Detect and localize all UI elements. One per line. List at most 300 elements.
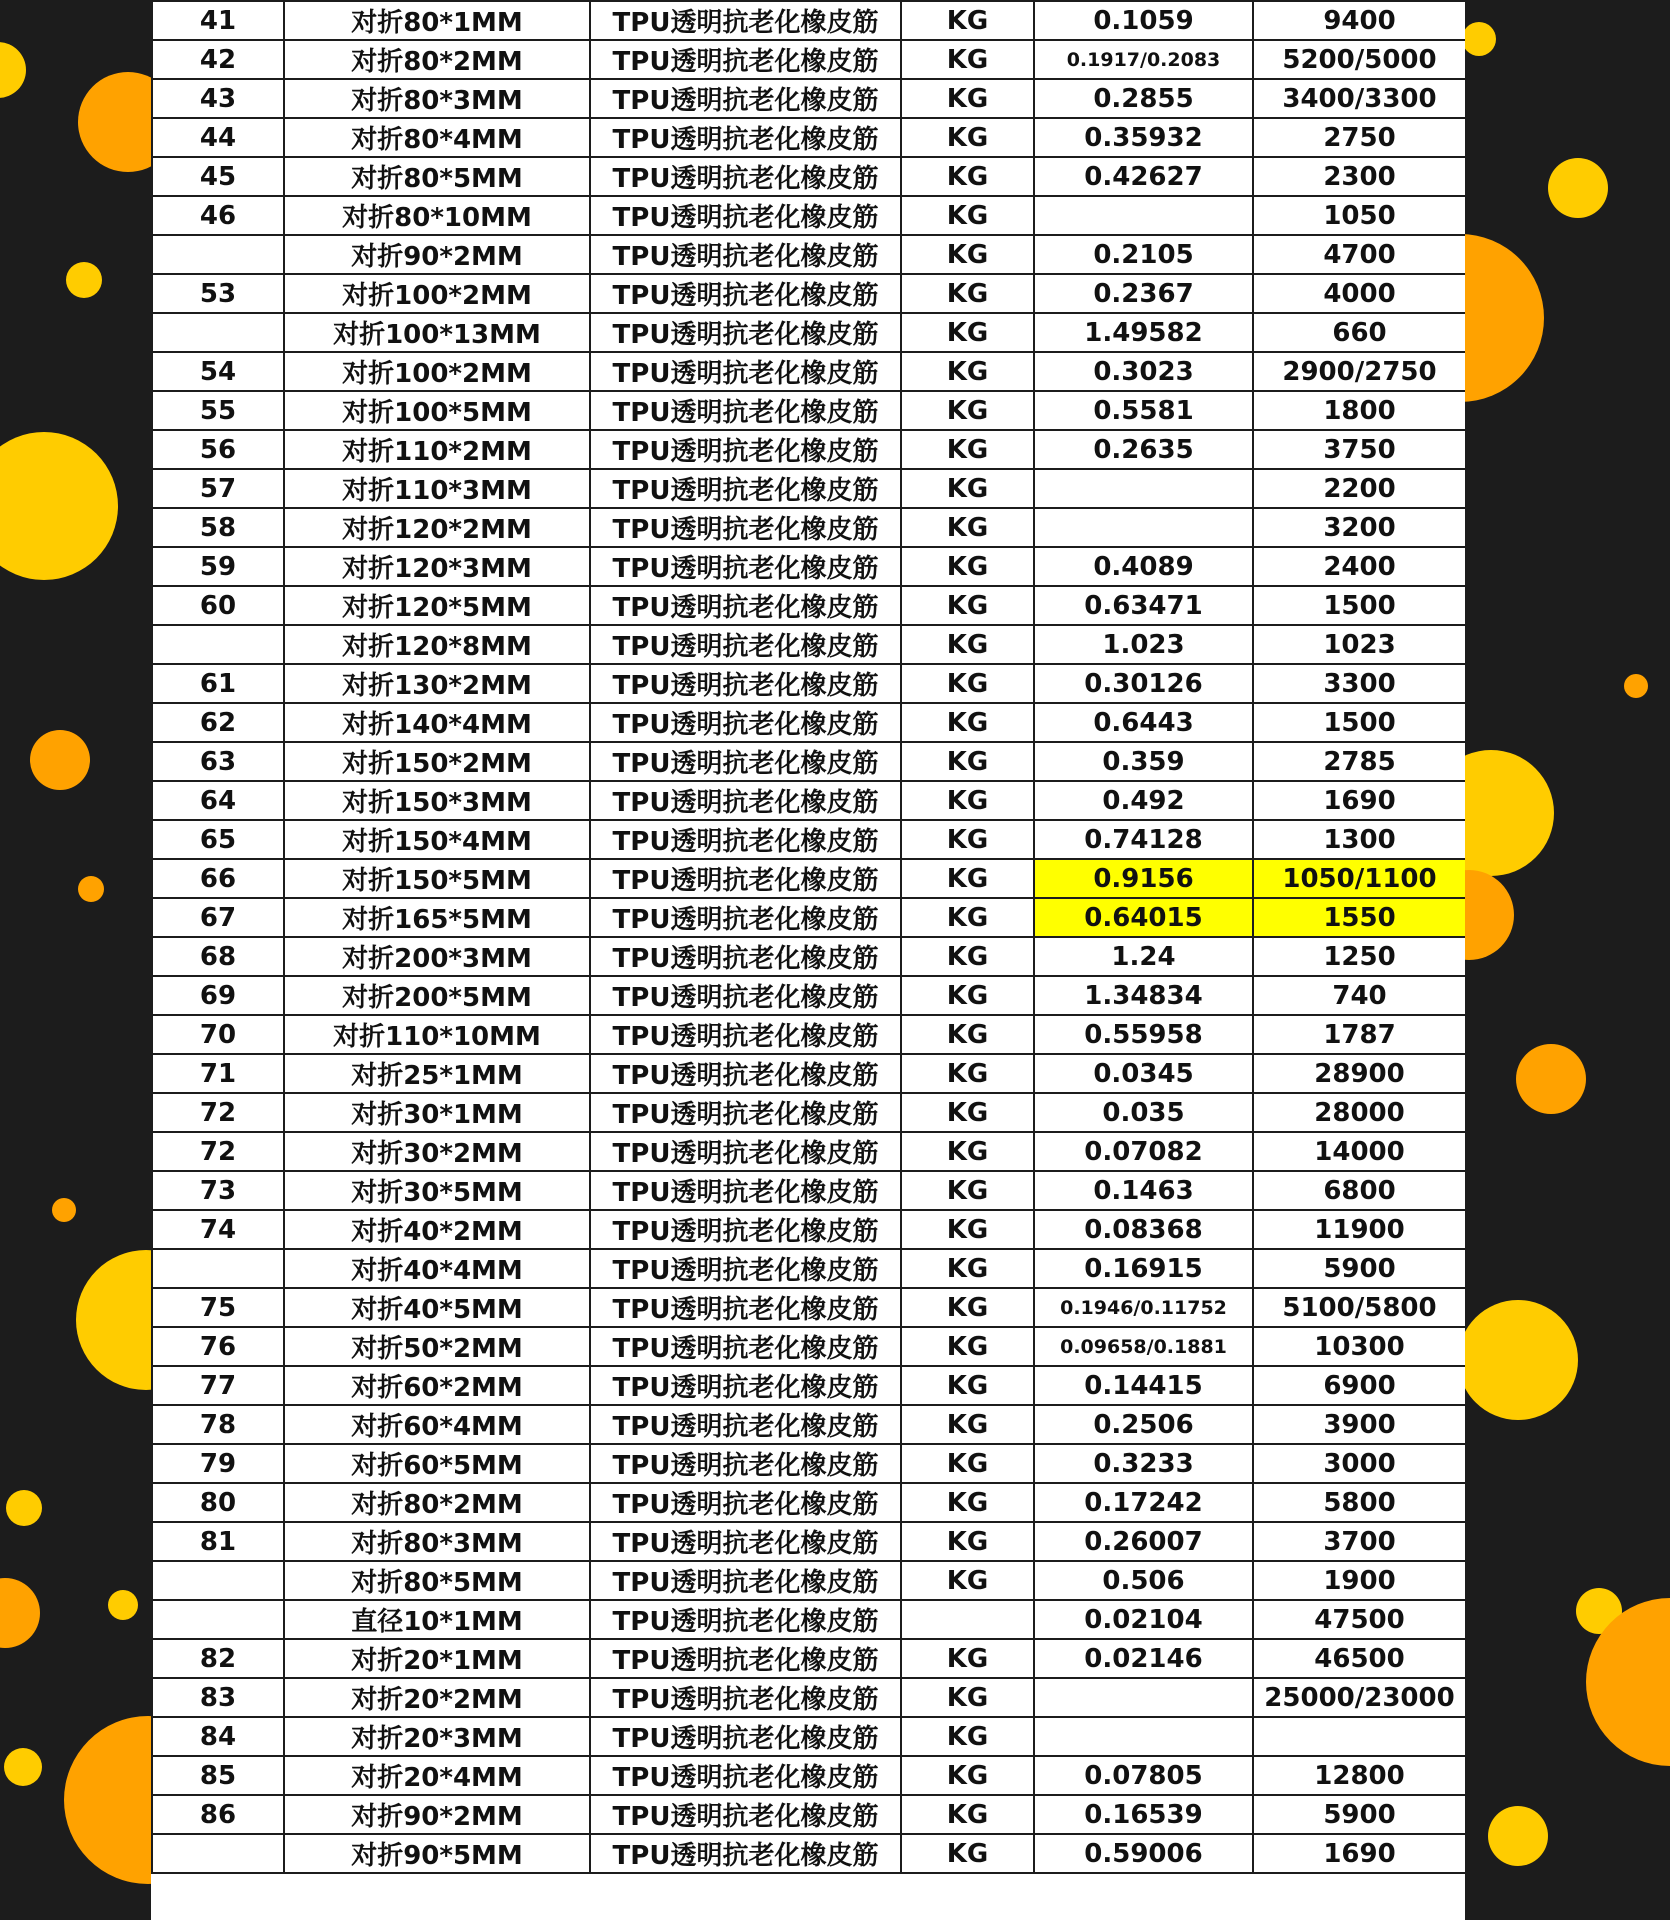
quantity-cell: 14000 (1253, 1132, 1465, 1171)
decor-dot (52, 1198, 76, 1222)
material-cell: TPU透明抗老化橡皮筋 (590, 1561, 901, 1600)
unit-cell: KG (901, 742, 1034, 781)
spec-cell: 对折40*4MM (284, 1249, 590, 1288)
spec-cell: 对折60*4MM (284, 1405, 590, 1444)
quantity-cell: 4000 (1253, 274, 1465, 313)
weight-cell (1034, 469, 1253, 508)
unit-cell: KG (901, 352, 1034, 391)
weight-cell: 0.2855 (1034, 79, 1253, 118)
weight-cell: 0.55958 (1034, 1015, 1253, 1054)
unit-cell: KG (901, 196, 1034, 235)
decor-dot (1462, 22, 1496, 56)
unit-cell: KG (901, 1678, 1034, 1717)
unit-cell: KG (901, 1327, 1034, 1366)
material-cell: TPU透明抗老化橡皮筋 (590, 1756, 901, 1795)
decor-dot (66, 262, 102, 298)
table-row (152, 1054, 1465, 1093)
quantity-cell: 3400/3300 (1253, 79, 1465, 118)
quantity-cell: 46500 (1253, 1639, 1465, 1678)
spec-cell: 对折100*5MM (284, 391, 590, 430)
row-number-cell (152, 1834, 284, 1873)
material-cell: TPU透明抗老化橡皮筋 (590, 352, 901, 391)
table-row (152, 1132, 1465, 1171)
table-row (152, 430, 1465, 469)
table-row (152, 703, 1465, 742)
row-number-cell: 53 (152, 274, 284, 313)
row-number-cell: 67 (152, 898, 284, 937)
table-row (152, 586, 1465, 625)
material-cell: TPU透明抗老化橡皮筋 (590, 1288, 901, 1327)
spec-cell: 对折80*5MM (284, 1561, 590, 1600)
spec-cell: 对折80*2MM (284, 1483, 590, 1522)
row-number-cell: 86 (152, 1795, 284, 1834)
unit-cell: KG (901, 898, 1034, 937)
row-number-cell: 70 (152, 1015, 284, 1054)
spec-cell: 对折40*5MM (284, 1288, 590, 1327)
weight-cell: 0.64015 (1034, 898, 1253, 937)
unit-cell: KG (901, 274, 1034, 313)
unit-cell: KG (901, 1561, 1034, 1600)
decor-dot (6, 1490, 42, 1526)
unit-cell: KG (901, 1405, 1034, 1444)
material-cell: TPU透明抗老化橡皮筋 (590, 1444, 901, 1483)
table-row (152, 79, 1465, 118)
weight-cell: 0.3023 (1034, 352, 1253, 391)
quantity-cell: 3900 (1253, 1405, 1465, 1444)
row-number-cell: 65 (152, 820, 284, 859)
row-number-cell (152, 235, 284, 274)
spec-cell: 对折165*5MM (284, 898, 590, 937)
weight-cell: 0.2105 (1034, 235, 1253, 274)
material-cell: TPU透明抗老化橡皮筋 (590, 859, 901, 898)
row-number-cell: 83 (152, 1678, 284, 1717)
material-cell: TPU透明抗老化橡皮筋 (590, 742, 901, 781)
table-row (152, 1600, 1465, 1639)
material-cell: TPU透明抗老化橡皮筋 (590, 313, 901, 352)
quantity-cell: 2300 (1253, 157, 1465, 196)
spec-cell: 对折150*4MM (284, 820, 590, 859)
quantity-cell: 11900 (1253, 1210, 1465, 1249)
quantity-cell: 28000 (1253, 1093, 1465, 1132)
spec-cell: 对折20*4MM (284, 1756, 590, 1795)
quantity-cell: 6900 (1253, 1366, 1465, 1405)
material-cell: TPU透明抗老化橡皮筋 (590, 79, 901, 118)
spec-cell: 对折20*2MM (284, 1678, 590, 1717)
quantity-cell: 25000/23000 (1253, 1678, 1465, 1717)
quantity-cell: 1023 (1253, 625, 1465, 664)
unit-cell: KG (901, 1210, 1034, 1249)
unit-cell: KG (901, 1249, 1034, 1288)
weight-cell: 0.02146 (1034, 1639, 1253, 1678)
quantity-cell: 1250 (1253, 937, 1465, 976)
spec-cell: 对折110*2MM (284, 430, 590, 469)
table-row (152, 1327, 1465, 1366)
quantity-cell: 1690 (1253, 781, 1465, 820)
decor-dot (0, 42, 26, 98)
unit-cell: KG (901, 508, 1034, 547)
row-number-cell: 66 (152, 859, 284, 898)
weight-cell: 0.9156 (1034, 859, 1253, 898)
weight-cell: 0.492 (1034, 781, 1253, 820)
table-row (152, 508, 1465, 547)
table-row (152, 1015, 1465, 1054)
row-number-cell: 76 (152, 1327, 284, 1366)
quantity-cell: 1050 (1253, 196, 1465, 235)
decor-dot (1488, 1806, 1548, 1866)
table-row (152, 274, 1465, 313)
weight-cell: 0.35932 (1034, 118, 1253, 157)
table-row (152, 976, 1465, 1015)
row-number-cell: 80 (152, 1483, 284, 1522)
spec-cell: 对折20*3MM (284, 1717, 590, 1756)
unit-cell: KG (901, 664, 1034, 703)
quantity-cell: 2900/2750 (1253, 352, 1465, 391)
row-number-cell: 43 (152, 79, 284, 118)
quantity-cell: 5200/5000 (1253, 40, 1465, 79)
unit-cell: KG (901, 469, 1034, 508)
material-cell: TPU透明抗老化橡皮筋 (590, 391, 901, 430)
table-row (152, 1093, 1465, 1132)
weight-cell: 0.2635 (1034, 430, 1253, 469)
row-number-cell: 85 (152, 1756, 284, 1795)
unit-cell: KG (901, 976, 1034, 1015)
table-row (152, 469, 1465, 508)
unit-cell: KG (901, 937, 1034, 976)
unit-cell: KG (901, 1366, 1034, 1405)
quantity-cell: 1787 (1253, 1015, 1465, 1054)
quantity-cell: 1500 (1253, 586, 1465, 625)
decor-dot (1516, 1044, 1586, 1114)
row-number-cell (152, 313, 284, 352)
spec-cell: 对折80*3MM (284, 79, 590, 118)
quantity-cell: 660 (1253, 313, 1465, 352)
row-number-cell: 81 (152, 1522, 284, 1561)
row-number-cell: 60 (152, 586, 284, 625)
material-cell: TPU透明抗老化橡皮筋 (590, 274, 901, 313)
weight-cell: 0.035 (1034, 1093, 1253, 1132)
weight-cell: 0.07805 (1034, 1756, 1253, 1795)
weight-cell: 0.17242 (1034, 1483, 1253, 1522)
quantity-cell: 12800 (1253, 1756, 1465, 1795)
weight-cell: 0.16915 (1034, 1249, 1253, 1288)
spec-cell: 对折90*5MM (284, 1834, 590, 1873)
table-row (152, 664, 1465, 703)
row-number-cell: 79 (152, 1444, 284, 1483)
table-row (152, 1444, 1465, 1483)
table-row (152, 1171, 1465, 1210)
quantity-cell: 3200 (1253, 508, 1465, 547)
row-number-cell (152, 625, 284, 664)
weight-cell: 1.34834 (1034, 976, 1253, 1015)
weight-cell: 0.74128 (1034, 820, 1253, 859)
unit-cell: KG (901, 1483, 1034, 1522)
table-row (152, 1522, 1465, 1561)
quantity-cell: 5800 (1253, 1483, 1465, 1522)
table-row (152, 40, 1465, 79)
decor-dot (0, 1578, 40, 1648)
weight-cell (1034, 1717, 1253, 1756)
material-cell: TPU透明抗老化橡皮筋 (590, 1210, 901, 1249)
material-cell: TPU透明抗老化橡皮筋 (590, 469, 901, 508)
unit-cell: KG (901, 547, 1034, 586)
weight-cell: 0.09658/0.1881 (1034, 1327, 1253, 1366)
quantity-cell: 5900 (1253, 1795, 1465, 1834)
spec-cell: 对折20*1MM (284, 1639, 590, 1678)
material-cell: TPU透明抗老化橡皮筋 (590, 118, 901, 157)
product-table-body (152, 1, 1465, 1873)
weight-cell: 0.4089 (1034, 547, 1253, 586)
material-cell: TPU透明抗老化橡皮筋 (590, 547, 901, 586)
table-row (152, 1366, 1465, 1405)
table-row (152, 1249, 1465, 1288)
spec-cell: 对折80*2MM (284, 40, 590, 79)
unit-cell: KG (901, 1015, 1034, 1054)
spec-cell: 对折150*5MM (284, 859, 590, 898)
quantity-cell: 9400 (1253, 1, 1465, 40)
row-number-cell: 82 (152, 1639, 284, 1678)
material-cell: TPU透明抗老化橡皮筋 (590, 937, 901, 976)
unit-cell: KG (901, 313, 1034, 352)
table-row (152, 1717, 1465, 1756)
unit-cell: KG (901, 1132, 1034, 1171)
material-cell: TPU透明抗老化橡皮筋 (590, 1600, 901, 1639)
row-number-cell: 75 (152, 1288, 284, 1327)
weight-cell: 1.49582 (1034, 313, 1253, 352)
decor-dot (0, 432, 118, 580)
weight-cell: 0.1463 (1034, 1171, 1253, 1210)
weight-cell: 0.1946/0.11752 (1034, 1288, 1253, 1327)
weight-cell: 1.023 (1034, 625, 1253, 664)
weight-cell: 0.14415 (1034, 1366, 1253, 1405)
spec-cell: 对折50*2MM (284, 1327, 590, 1366)
material-cell: TPU透明抗老化橡皮筋 (590, 1, 901, 40)
row-number-cell: 62 (152, 703, 284, 742)
spec-cell: 对折80*3MM (284, 1522, 590, 1561)
spec-cell: 对折140*4MM (284, 703, 590, 742)
table-row (152, 1795, 1465, 1834)
unit-cell: KG (901, 1639, 1034, 1678)
row-number-cell: 46 (152, 196, 284, 235)
unit-cell: KG (901, 1444, 1034, 1483)
quantity-cell: 10300 (1253, 1327, 1465, 1366)
quantity-cell: 1900 (1253, 1561, 1465, 1600)
row-number-cell: 61 (152, 664, 284, 703)
row-number-cell: 58 (152, 508, 284, 547)
spec-cell: 对折130*2MM (284, 664, 590, 703)
unit-cell: KG (901, 1834, 1034, 1873)
unit-cell: KG (901, 118, 1034, 157)
weight-cell (1034, 1678, 1253, 1717)
decor-dot (78, 876, 104, 902)
decor-dot (1624, 674, 1648, 698)
spec-cell: 对折30*2MM (284, 1132, 590, 1171)
row-number-cell: 71 (152, 1054, 284, 1093)
row-number-cell: 84 (152, 1717, 284, 1756)
unit-cell: KG (901, 391, 1034, 430)
material-cell: TPU透明抗老化橡皮筋 (590, 1834, 901, 1873)
row-number-cell: 64 (152, 781, 284, 820)
weight-cell: 0.07082 (1034, 1132, 1253, 1171)
spec-cell: 对折60*2MM (284, 1366, 590, 1405)
row-number-cell: 77 (152, 1366, 284, 1405)
product-table (151, 0, 1465, 1874)
row-number-cell: 57 (152, 469, 284, 508)
row-number-cell: 63 (152, 742, 284, 781)
material-cell: TPU透明抗老化橡皮筋 (590, 1717, 901, 1756)
weight-cell: 0.1059 (1034, 1, 1253, 40)
material-cell: TPU透明抗老化橡皮筋 (590, 1522, 901, 1561)
spec-cell: 对折30*1MM (284, 1093, 590, 1132)
table-row (152, 196, 1465, 235)
table-row (152, 1210, 1465, 1249)
unit-cell (901, 1600, 1034, 1639)
quantity-cell: 3750 (1253, 430, 1465, 469)
spec-cell: 对折150*2MM (284, 742, 590, 781)
quantity-cell: 3000 (1253, 1444, 1465, 1483)
row-number-cell: 44 (152, 118, 284, 157)
quantity-cell: 1800 (1253, 391, 1465, 430)
spec-cell: 对折100*13MM (284, 313, 590, 352)
weight-cell: 0.1917/0.2083 (1034, 40, 1253, 79)
unit-cell: KG (901, 703, 1034, 742)
material-cell: TPU透明抗老化橡皮筋 (590, 1366, 901, 1405)
unit-cell: KG (901, 1288, 1034, 1327)
unit-cell: KG (901, 235, 1034, 274)
spec-cell: 对折110*10MM (284, 1015, 590, 1054)
unit-cell: KG (901, 40, 1034, 79)
row-number-cell (152, 1561, 284, 1600)
spec-cell: 对折110*3MM (284, 469, 590, 508)
quantity-cell: 28900 (1253, 1054, 1465, 1093)
spec-cell: 对折120*3MM (284, 547, 590, 586)
spec-cell: 对折30*5MM (284, 1171, 590, 1210)
quantity-cell: 1500 (1253, 703, 1465, 742)
unit-cell: KG (901, 157, 1034, 196)
spec-cell: 对折100*2MM (284, 274, 590, 313)
material-cell: TPU透明抗老化橡皮筋 (590, 625, 901, 664)
table-row (152, 1288, 1465, 1327)
quantity-cell: 2785 (1253, 742, 1465, 781)
table-row (152, 742, 1465, 781)
unit-cell: KG (901, 79, 1034, 118)
table-row (152, 391, 1465, 430)
decor-dot (1458, 1300, 1578, 1420)
quantity-cell: 47500 (1253, 1600, 1465, 1639)
row-number-cell (152, 1249, 284, 1288)
spec-cell: 直径10*1MM (284, 1600, 590, 1639)
table-row (152, 1483, 1465, 1522)
table-row (152, 547, 1465, 586)
row-number-cell: 78 (152, 1405, 284, 1444)
table-row (152, 157, 1465, 196)
material-cell: TPU透明抗老化橡皮筋 (590, 1171, 901, 1210)
row-number-cell: 55 (152, 391, 284, 430)
quantity-cell: 3300 (1253, 664, 1465, 703)
unit-cell: KG (901, 586, 1034, 625)
table-row (152, 859, 1465, 898)
row-number-cell: 54 (152, 352, 284, 391)
quantity-cell: 5100/5800 (1253, 1288, 1465, 1327)
spec-cell: 对折200*5MM (284, 976, 590, 1015)
table-row (152, 820, 1465, 859)
unit-cell: KG (901, 1093, 1034, 1132)
material-cell: TPU透明抗老化橡皮筋 (590, 1249, 901, 1288)
material-cell: TPU透明抗老化橡皮筋 (590, 664, 901, 703)
spec-cell: 对折200*3MM (284, 937, 590, 976)
table-row (152, 1756, 1465, 1795)
material-cell: TPU透明抗老化橡皮筋 (590, 1678, 901, 1717)
material-cell: TPU透明抗老化橡皮筋 (590, 40, 901, 79)
material-cell: TPU透明抗老化橡皮筋 (590, 430, 901, 469)
spec-cell: 对折90*2MM (284, 235, 590, 274)
quantity-cell: 2750 (1253, 118, 1465, 157)
spec-cell: 对折90*2MM (284, 1795, 590, 1834)
quantity-cell: 6800 (1253, 1171, 1465, 1210)
unit-cell: KG (901, 820, 1034, 859)
material-cell: TPU透明抗老化橡皮筋 (590, 703, 901, 742)
row-number-cell: 69 (152, 976, 284, 1015)
unit-cell: KG (901, 1171, 1034, 1210)
decor-dot (1548, 158, 1608, 218)
material-cell: TPU透明抗老化橡皮筋 (590, 1327, 901, 1366)
table-row (152, 118, 1465, 157)
material-cell: TPU透明抗老化橡皮筋 (590, 1639, 901, 1678)
spec-cell: 对折150*3MM (284, 781, 590, 820)
material-cell: TPU透明抗老化橡皮筋 (590, 508, 901, 547)
material-cell: TPU透明抗老化橡皮筋 (590, 1093, 901, 1132)
weight-cell: 0.16539 (1034, 1795, 1253, 1834)
spec-cell: 对折60*5MM (284, 1444, 590, 1483)
quantity-cell: 2400 (1253, 547, 1465, 586)
row-number-cell: 74 (152, 1210, 284, 1249)
table-row (152, 1561, 1465, 1600)
quantity-cell: 3700 (1253, 1522, 1465, 1561)
weight-cell (1034, 508, 1253, 547)
material-cell: TPU透明抗老化橡皮筋 (590, 898, 901, 937)
table-row (152, 235, 1465, 274)
unit-cell: KG (901, 1717, 1034, 1756)
row-number-cell: 42 (152, 40, 284, 79)
spec-cell: 对折40*2MM (284, 1210, 590, 1249)
weight-cell: 0.08368 (1034, 1210, 1253, 1249)
material-cell: TPU透明抗老化橡皮筋 (590, 1483, 901, 1522)
spec-cell: 对折120*2MM (284, 508, 590, 547)
spec-cell: 对折80*1MM (284, 1, 590, 40)
weight-cell: 0.26007 (1034, 1522, 1253, 1561)
weight-cell: 0.42627 (1034, 157, 1253, 196)
weight-cell: 0.59006 (1034, 1834, 1253, 1873)
spec-cell: 对折80*10MM (284, 196, 590, 235)
row-number-cell: 72 (152, 1093, 284, 1132)
row-number-cell: 56 (152, 430, 284, 469)
weight-cell: 0.63471 (1034, 586, 1253, 625)
weight-cell: 0.02104 (1034, 1600, 1253, 1639)
table-row (152, 1405, 1465, 1444)
quantity-cell: 4700 (1253, 235, 1465, 274)
quantity-cell: 1050/1100 (1253, 859, 1465, 898)
table-row (152, 898, 1465, 937)
row-number-cell: 41 (152, 1, 284, 40)
material-cell: TPU透明抗老化橡皮筋 (590, 1132, 901, 1171)
material-cell: TPU透明抗老化橡皮筋 (590, 1795, 901, 1834)
weight-cell: 0.6443 (1034, 703, 1253, 742)
unit-cell: KG (901, 1054, 1034, 1093)
unit-cell: KG (901, 430, 1034, 469)
weight-cell: 1.24 (1034, 937, 1253, 976)
weight-cell: 0.359 (1034, 742, 1253, 781)
decor-dot (4, 1748, 42, 1786)
quantity-cell: 2200 (1253, 469, 1465, 508)
